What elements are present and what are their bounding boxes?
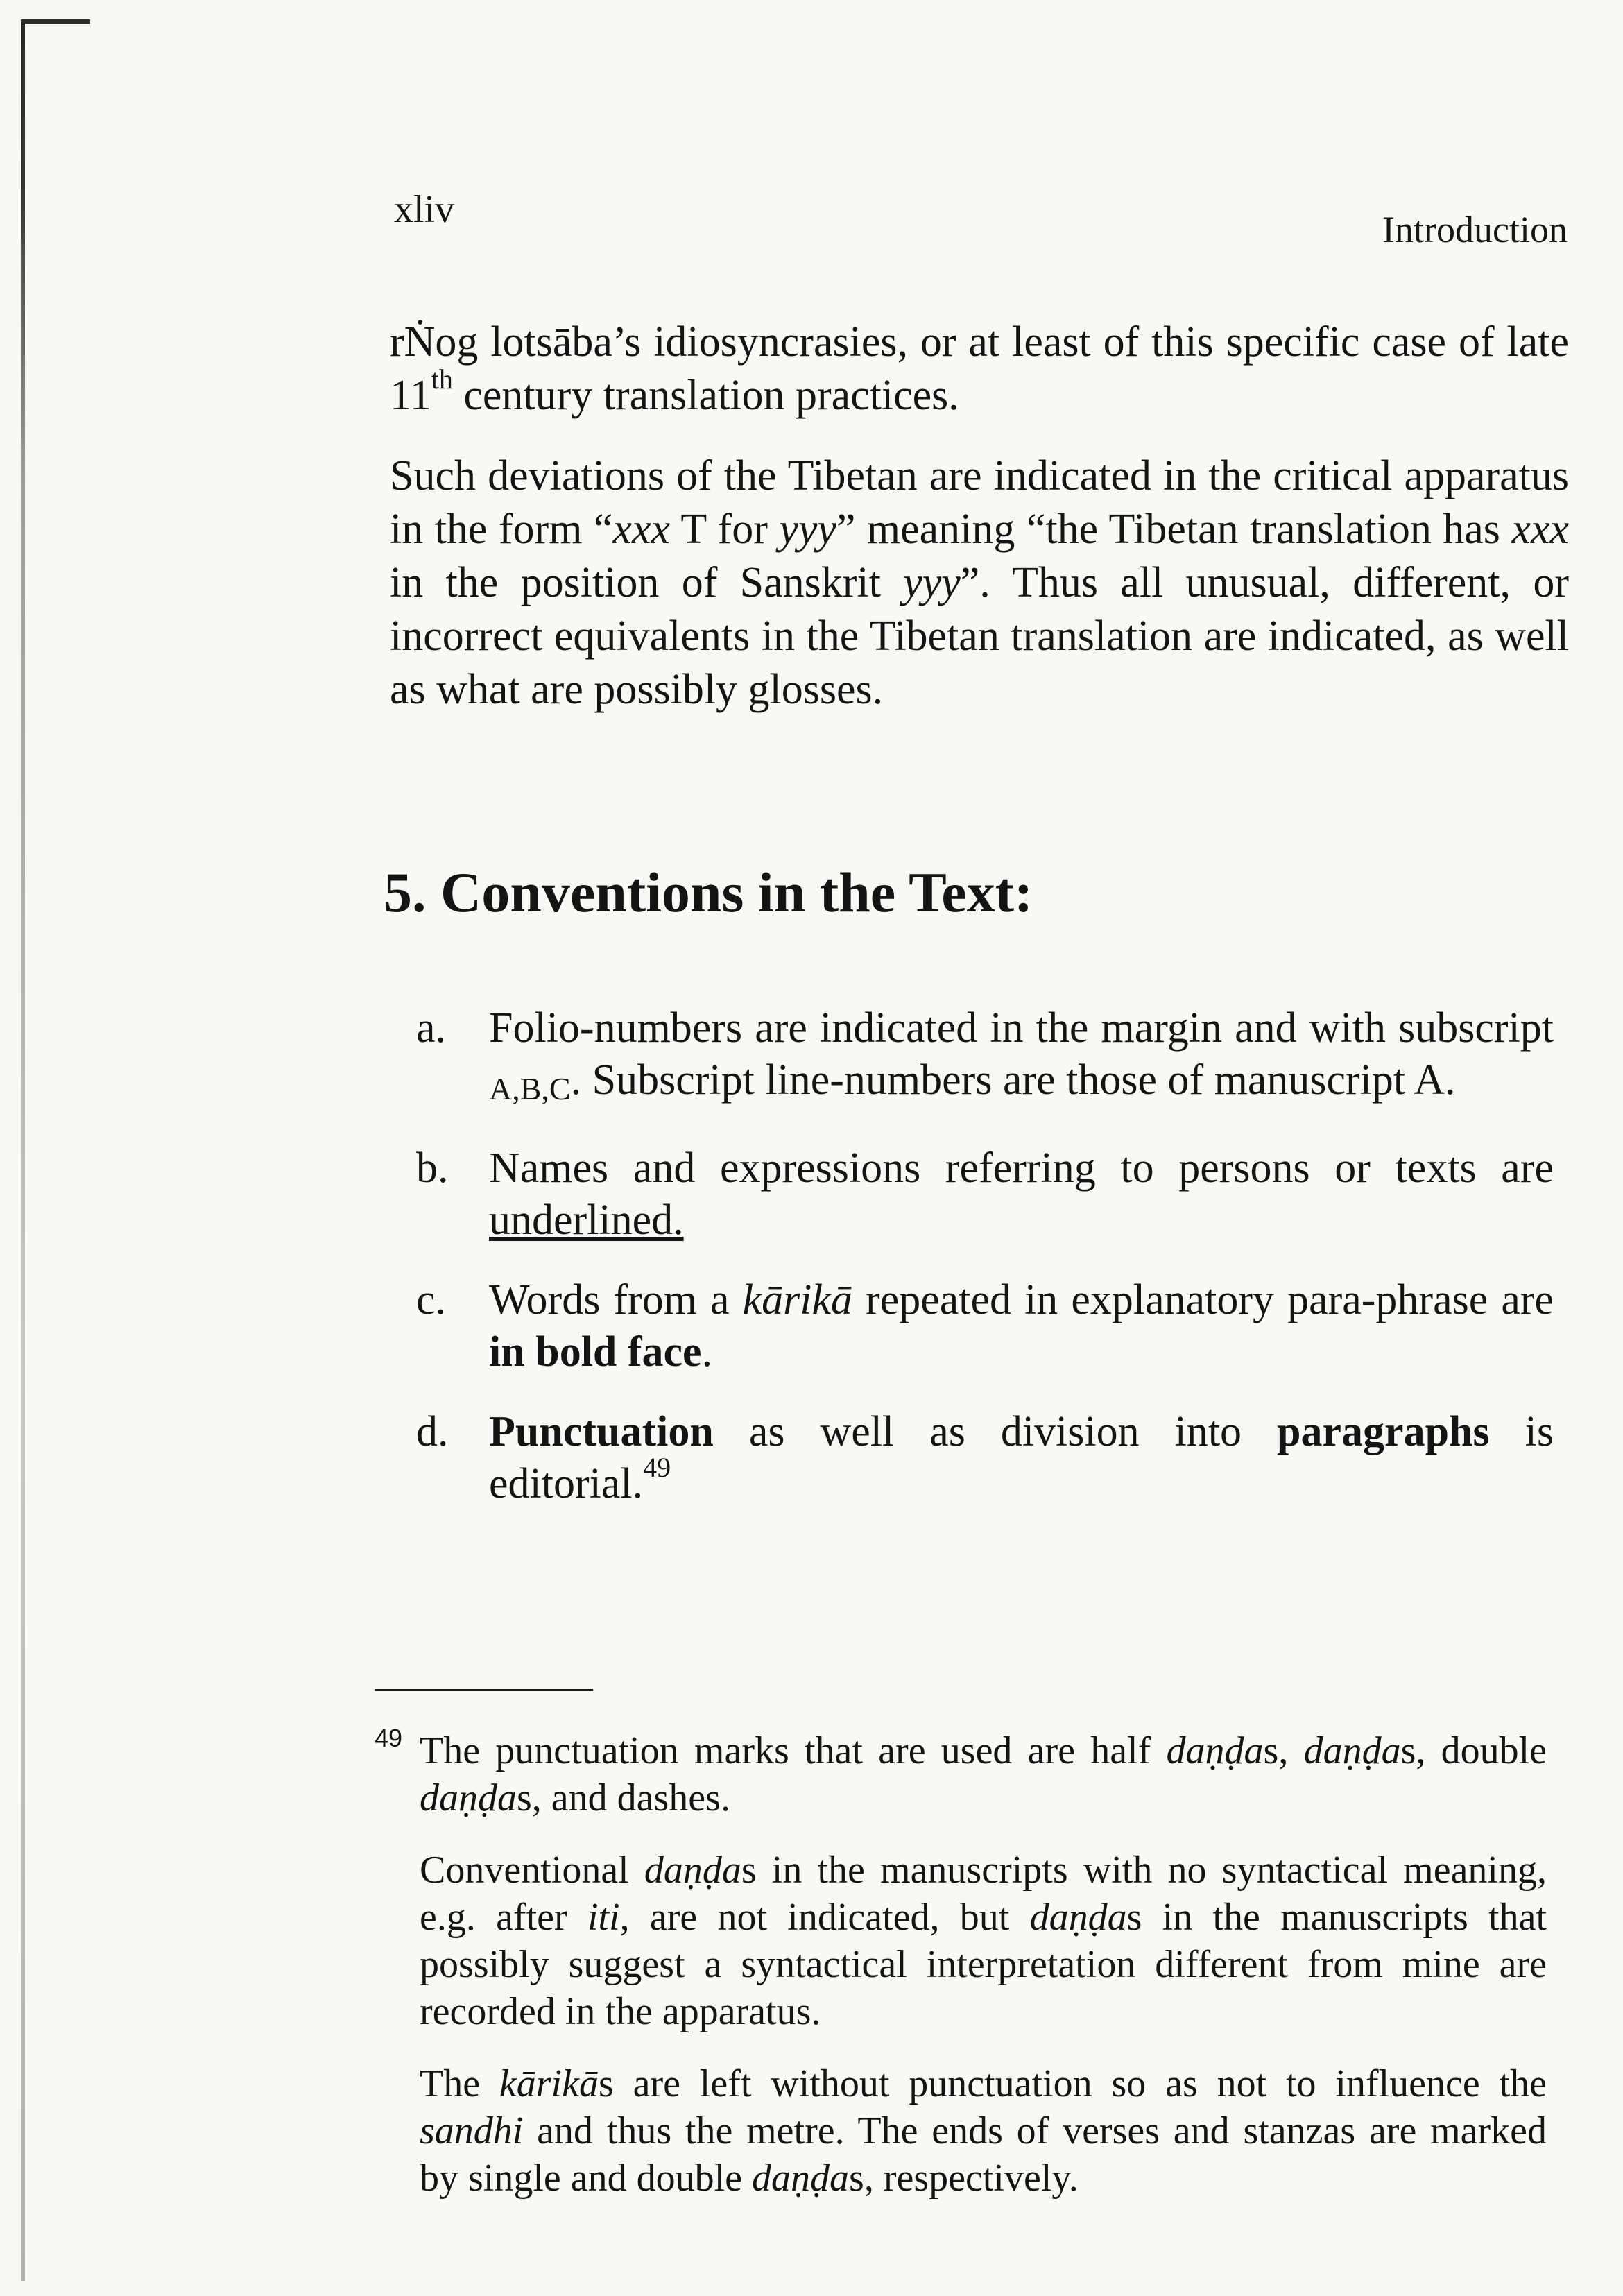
italic-term: kārikā [742,1276,852,1323]
text-run: s, double [1400,1729,1547,1772]
text-run: as well as division into [713,1408,1278,1455]
subscript: A,B,C [489,1071,571,1106]
footnote-paragraph [375,2060,1547,2202]
text-run: and thus the metre. The ends of verses and stanzas are marked by single and double [420,2109,1547,2200]
bold-text: Punctuation [489,1408,714,1455]
text-run: The [420,2062,499,2105]
text-run: Such deviations of the Tibetan are indicated in the critical apparatus in the form “ [390,452,1569,553]
footnote-paragraph [375,1847,1547,2035]
italic-term: daṇḍa [644,1849,741,1892]
italic-term: daṇḍa [752,2157,850,2200]
text-run: Names and expressions referring to persons or texts are [489,1145,1554,1192]
list-marker: b. [416,1145,449,1192]
text-run: s, respectively. [849,2157,1079,2200]
italic-term: xxx [612,506,670,553]
text-run: ”. Thus all unusual, different, or incorrect equivalents in the Tibetan translation are indicated, as well as what are possibly glosses. [390,559,1569,713]
footnote-separator [375,1689,593,1691]
italic-term: daṇḍa [420,1776,517,1819]
text-run: . [701,1328,713,1376]
italic-term: daṇḍa [1166,1729,1264,1772]
italic-term: yyy [779,506,836,553]
footnote-paragraph [375,1724,1547,1822]
list-item [416,1002,1554,1115]
paragraph-2 [390,449,1569,737]
underlined-text: underlined. [489,1197,684,1244]
text-run: s in the manuscripts with no syntactical meaning, e.g. after [420,1849,1547,1939]
text-run: century translation practices. [452,372,959,419]
text-run: , are not indicated, but [619,1896,1030,1939]
bold-text: in bold face [489,1328,702,1376]
italic-term: daṇḍa [1303,1729,1401,1772]
text-run: s, and dashes. [517,1776,730,1819]
footnote-reference[interactable]: 49 [643,1452,671,1483]
text-run: Folio-numbers are indicated in the margin and with subscript [489,1004,1554,1052]
italic-term: yyy [903,559,961,606]
list-marker: c. [416,1276,447,1323]
italic-term: kārikā [499,2062,599,2105]
bold-text: paragraphs [1277,1408,1490,1455]
text-run: repeated in explanatory para-phrase are [852,1276,1554,1323]
section-heading: 5. Conventions in the Text: [384,861,1033,924]
scan-edge-top [21,19,90,24]
list-marker: a. [416,1004,447,1052]
text-run: Conventional [420,1849,644,1892]
text-run: Words from a [489,1276,743,1323]
text-run: in the position of Sanskrit [390,559,904,606]
paragraph-1 [390,316,1569,443]
list-marker: d. [416,1408,449,1455]
italic-term: sandhi [420,2109,524,2152]
scan-edge-left [21,19,25,2281]
running-header: Introduction [1382,209,1568,250]
text-run: s, [1263,1729,1304,1772]
italic-term: xxx [1511,506,1569,553]
text-run: s in the manuscripts that possibly suggest a syntactical interpretation different from mine are recorded in the apparatus. [420,1896,1547,2033]
conventions-list [416,1002,1554,1538]
list-item [416,1274,1554,1378]
text-run: T for [669,506,780,553]
page-number: xliv [394,188,455,231]
text-run: The punctuation marks that are used are half [420,1729,1167,1772]
footnotes [375,1724,1547,2227]
text-run: rṄog lotsāba’s idiosyncrasies, or at least of this specific case of late 11 [390,318,1569,419]
text-run: is editorial. [489,1408,1554,1507]
italic-term: daṇḍa [1029,1896,1127,1939]
footnote-number: 49 [375,1724,403,1752]
italic-term: iti [587,1896,620,1939]
text-run: s are left without punctuation so as not to influence the [598,2062,1547,2105]
list-item [416,1406,1554,1510]
list-item [416,1142,1554,1246]
ordinal-suffix: th [431,363,453,395]
text-run: . Subscript line-numbers are those of manuscript A. [570,1056,1456,1104]
text-run: ” meaning “the Tibetan translation has [836,506,1512,553]
